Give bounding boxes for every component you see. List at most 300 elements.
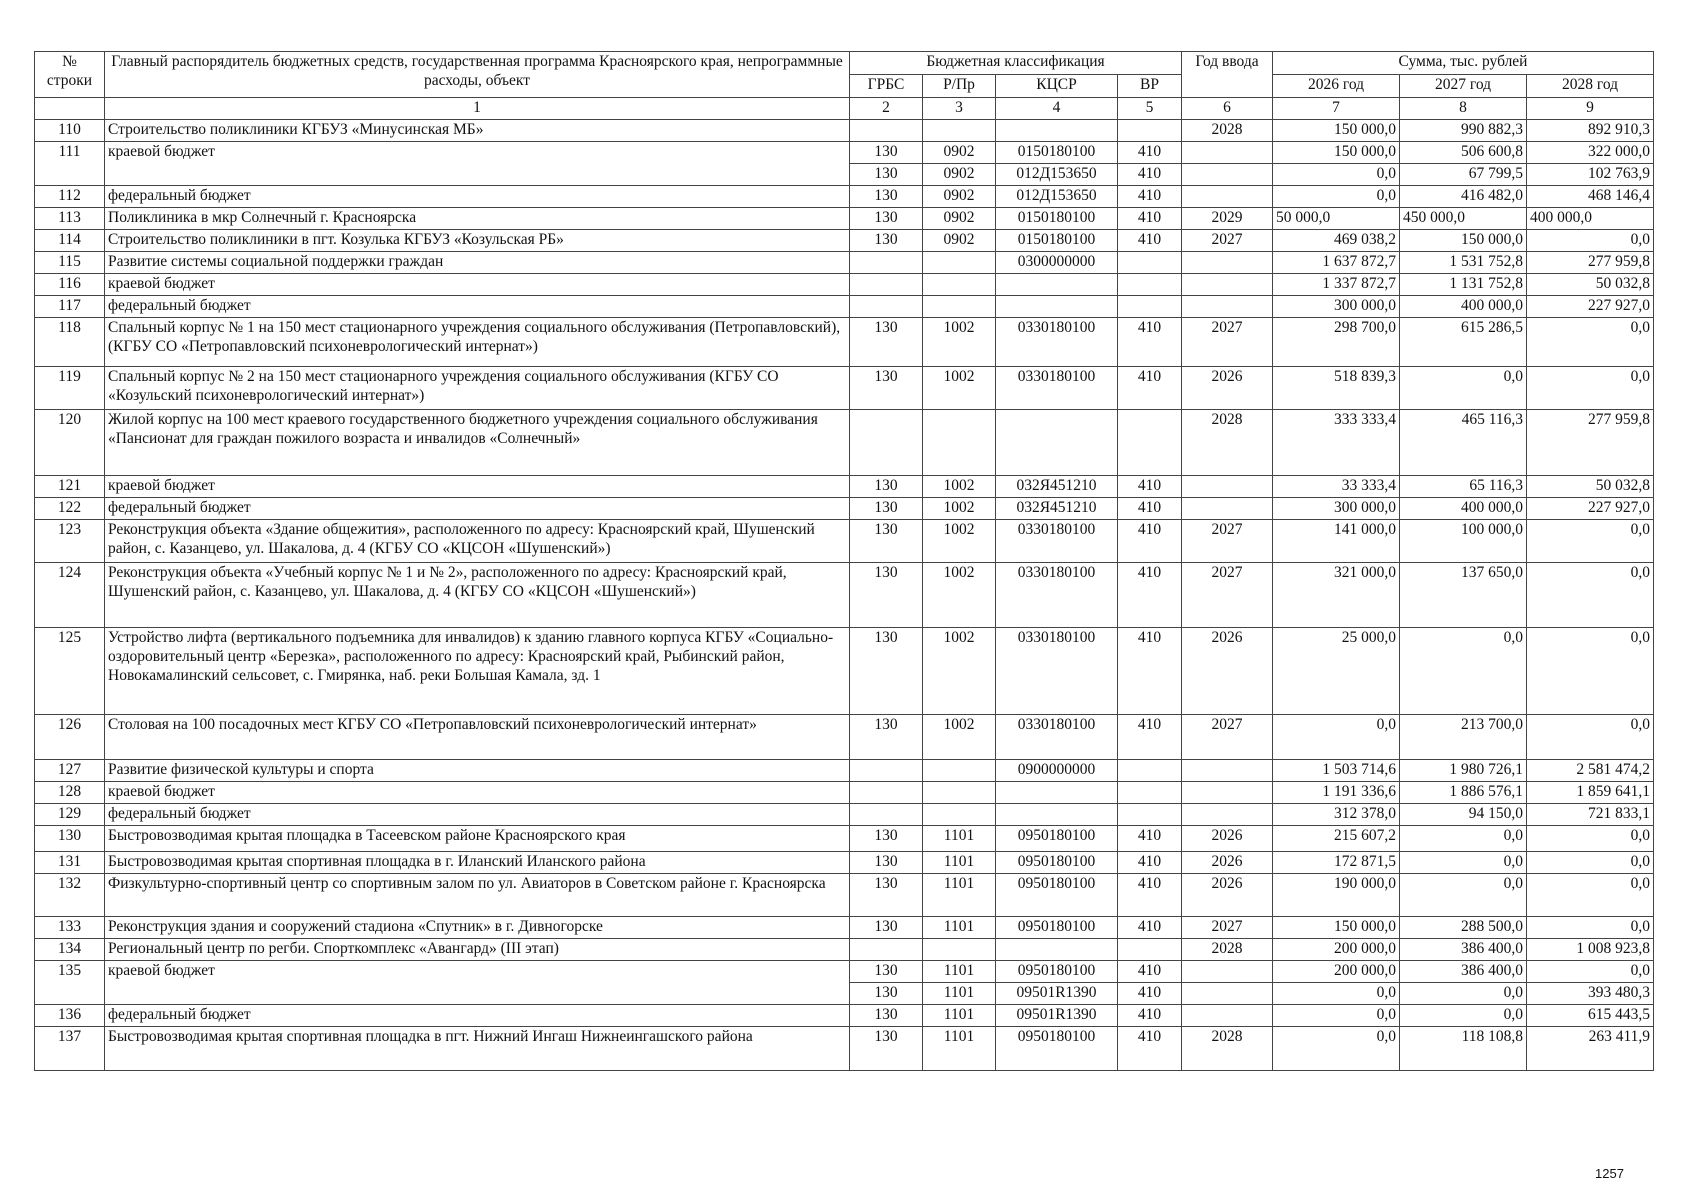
year-cell xyxy=(1182,274,1273,296)
year-cell xyxy=(1182,296,1273,318)
kcsr-cell: 032Я451210 xyxy=(996,498,1118,520)
sum-2026-cell: 150 000,0 xyxy=(1273,142,1400,164)
sum-2026-cell: 1 637 872,7 xyxy=(1273,252,1400,274)
year-cell: 2028 xyxy=(1182,939,1273,961)
table-row xyxy=(35,367,1654,410)
grbs-cell: 130 xyxy=(850,164,923,186)
sum-2027-cell: 1 531 752,8 xyxy=(1400,252,1527,274)
row-number-header: № строки xyxy=(35,52,105,98)
sum-2026-cell: 1 337 872,7 xyxy=(1273,274,1400,296)
vr-cell xyxy=(1118,760,1182,782)
row-number-cell: 120 xyxy=(35,410,105,476)
grbs-cell xyxy=(850,782,923,804)
year-cell: 2027 xyxy=(1182,230,1273,252)
rpr-cell: 1002 xyxy=(923,498,996,520)
name-cell: Реконструкция объекта «Учебный корпус № 1 и № 2», расположенного по адресу: Красноярский край, Шушенский район, с. Казанцево, ул. Шакалова, д. 4 (КГБУ СО «КЦСОН «Шушенский») xyxy=(105,563,850,628)
sum-2028-cell: 393 480,3 xyxy=(1527,983,1654,1005)
vr-cell: 410 xyxy=(1118,715,1182,760)
year-cell: 2028 xyxy=(1182,1027,1273,1071)
sum-2027-cell: 450 000,0 xyxy=(1400,208,1527,230)
year-cell: 2027 xyxy=(1182,563,1273,628)
sum-2026-cell: 200 000,0 xyxy=(1273,939,1400,961)
sum-2028-cell: 0,0 xyxy=(1527,826,1654,852)
grbs-cell xyxy=(850,120,923,142)
vr-cell: 410 xyxy=(1118,520,1182,563)
rpr-header: Р/Пр xyxy=(923,75,996,98)
name-cell: федеральный бюджет xyxy=(105,186,850,208)
column-number: 9 xyxy=(1527,98,1654,120)
vr-cell: 410 xyxy=(1118,826,1182,852)
row-number-cell: 119 xyxy=(35,367,105,410)
sum-2027-cell: 465 116,3 xyxy=(1400,410,1527,476)
table-row xyxy=(35,826,1654,852)
grbs-header: ГРБС xyxy=(850,75,923,98)
kcsr-cell: 09501R1390 xyxy=(996,983,1118,1005)
year-cell xyxy=(1182,498,1273,520)
sum-2028-cell: 400 000,0 xyxy=(1527,208,1654,230)
table-row xyxy=(35,498,1654,520)
name-cell: Региональный центр по регби. Спорткомплекс «Авангард» (III этап) xyxy=(105,939,850,961)
year-cell xyxy=(1182,983,1273,1005)
sum-2027-cell: 416 482,0 xyxy=(1400,186,1527,208)
sum-2027-cell: 67 799,5 xyxy=(1400,164,1527,186)
kcsr-cell xyxy=(996,274,1118,296)
rpr-cell xyxy=(923,120,996,142)
vr-cell: 410 xyxy=(1118,1005,1182,1027)
year-cell: 2026 xyxy=(1182,826,1273,852)
vr-cell xyxy=(1118,120,1182,142)
rpr-cell: 1101 xyxy=(923,874,996,917)
sum-2027-cell: 0,0 xyxy=(1400,628,1527,715)
name-cell: Устройство лифта (вертикального подъемника для инвалидов) к зданию главного корпуса КГБУ «Социально-оздоровительный центр «Березка», расположенного по адресу: Красноярский край, Рыбинский район, Новокамалинский сельсовет, с. Гмирянка, наб. реки Большая Камала, зд. 1 xyxy=(105,628,850,715)
sum-2026-cell: 33 333,4 xyxy=(1273,476,1400,498)
row-number-cell: 122 xyxy=(35,498,105,520)
grbs-cell: 130 xyxy=(850,852,923,874)
grbs-cell: 130 xyxy=(850,367,923,410)
name-cell: Развитие физической культуры и спорта xyxy=(105,760,850,782)
rpr-cell: 0902 xyxy=(923,164,996,186)
row-number-cell: 134 xyxy=(35,939,105,961)
kcsr-header: КЦСР xyxy=(996,75,1118,98)
rpr-cell xyxy=(923,296,996,318)
grbs-cell: 130 xyxy=(850,498,923,520)
sum-2028-cell: 1 008 923,8 xyxy=(1527,939,1654,961)
table-row xyxy=(35,1027,1654,1071)
kcsr-cell: 0150180100 xyxy=(996,230,1118,252)
row-number-cell: 116 xyxy=(35,274,105,296)
sum-2028-cell: 0,0 xyxy=(1527,563,1654,628)
year-cell xyxy=(1182,164,1273,186)
sum-2027-cell: 0,0 xyxy=(1400,983,1527,1005)
kcsr-cell: 0330180100 xyxy=(996,367,1118,410)
sum-2028-cell: 2 581 474,2 xyxy=(1527,760,1654,782)
column-number xyxy=(35,98,105,120)
name-cell: Поликлиника в мкр Солнечный г. Красноярска xyxy=(105,208,850,230)
table-row xyxy=(35,874,1654,917)
rpr-cell: 1002 xyxy=(923,367,996,410)
sum-2027-cell: 213 700,0 xyxy=(1400,715,1527,760)
sum-2026-cell: 150 000,0 xyxy=(1273,120,1400,142)
table-header xyxy=(35,52,1654,120)
name-cell: федеральный бюджет xyxy=(105,498,850,520)
year-2027-header: 2027 год xyxy=(1400,75,1527,98)
name-cell: Жилой корпус на 100 мест краевого государственного бюджетного учреждения социального обслуживания «Пансионат для граждан пожилого возраста и инвалидов «Солнечный» xyxy=(105,410,850,476)
name-cell: Спальный корпус № 1 на 150 мест стационарного учреждения социального обслуживания (Петропавловский), (КГБУ СО «Петропавловский психоневрологический интернат») xyxy=(105,318,850,367)
sum-2027-cell: 400 000,0 xyxy=(1400,296,1527,318)
table-row xyxy=(35,520,1654,563)
year-cell xyxy=(1182,476,1273,498)
sum-2028-cell: 468 146,4 xyxy=(1527,186,1654,208)
year-cell xyxy=(1182,186,1273,208)
year-2028-header: 2028 год xyxy=(1527,75,1654,98)
year-cell xyxy=(1182,961,1273,983)
rpr-cell xyxy=(923,252,996,274)
grbs-cell xyxy=(850,804,923,826)
name-cell: Быстровозводимая крытая спортивная площадка в пгт. Нижний Ингаш Нижнеингашского района xyxy=(105,1027,850,1071)
sum-2026-cell: 25 000,0 xyxy=(1273,628,1400,715)
name-cell: Физкультурно-спортивный центр со спортивным залом по ул. Авиаторов в Советском районе г. Красноярска xyxy=(105,874,850,917)
year-cell xyxy=(1182,1005,1273,1027)
sum-2027-cell: 1 980 726,1 xyxy=(1400,760,1527,782)
year-cell: 2026 xyxy=(1182,367,1273,410)
kcsr-cell: 0330180100 xyxy=(996,628,1118,715)
table-row xyxy=(35,208,1654,230)
sum-2027-cell: 506 600,8 xyxy=(1400,142,1527,164)
column-number: 8 xyxy=(1400,98,1527,120)
rpr-cell xyxy=(923,410,996,476)
sum-2027-cell: 0,0 xyxy=(1400,852,1527,874)
name-cell: Спальный корпус № 2 на 150 мест стационарного учреждения социального обслуживания (КГБУ СО «Козульский психоневрологический интернат») xyxy=(105,367,850,410)
vr-cell: 410 xyxy=(1118,208,1182,230)
sum-2027-cell: 386 400,0 xyxy=(1400,961,1527,983)
rpr-cell: 1101 xyxy=(923,1027,996,1071)
row-number-cell: 129 xyxy=(35,804,105,826)
name-cell: Быстровозводимая крытая площадка в Тасеевском районе Красноярского края xyxy=(105,826,850,852)
sum-2027-cell: 400 000,0 xyxy=(1400,498,1527,520)
name-cell: федеральный бюджет xyxy=(105,1005,850,1027)
budget-table xyxy=(34,51,1654,1071)
year-cell xyxy=(1182,782,1273,804)
year-2026-header: 2026 год xyxy=(1273,75,1400,98)
rpr-cell: 0902 xyxy=(923,230,996,252)
sum-2026-cell: 321 000,0 xyxy=(1273,563,1400,628)
table-row xyxy=(35,296,1654,318)
sum-2026-cell: 300 000,0 xyxy=(1273,498,1400,520)
year-cell xyxy=(1182,760,1273,782)
rpr-cell: 0902 xyxy=(923,142,996,164)
rpr-cell: 1101 xyxy=(923,1005,996,1027)
column-number: 2 xyxy=(850,98,923,120)
sum-2028-cell: 0,0 xyxy=(1527,230,1654,252)
name-cell: краевой бюджет xyxy=(105,476,850,498)
grbs-cell xyxy=(850,296,923,318)
table-row xyxy=(35,852,1654,874)
year-header: Год ввода xyxy=(1182,52,1273,98)
sum-2028-cell: 263 411,9 xyxy=(1527,1027,1654,1071)
sum-2027-cell: 0,0 xyxy=(1400,367,1527,410)
grbs-cell: 130 xyxy=(850,961,923,983)
vr-cell xyxy=(1118,274,1182,296)
sum-2026-cell: 312 378,0 xyxy=(1273,804,1400,826)
row-number-cell: 135 xyxy=(35,961,105,1005)
kcsr-cell: 0330180100 xyxy=(996,318,1118,367)
column-number: 6 xyxy=(1182,98,1273,120)
sum-2026-cell: 0,0 xyxy=(1273,1027,1400,1071)
kcsr-cell: 012Д153650 xyxy=(996,186,1118,208)
row-number-cell: 114 xyxy=(35,230,105,252)
year-cell: 2027 xyxy=(1182,318,1273,367)
classification-header: Бюджетная классификация xyxy=(850,52,1182,75)
grbs-cell xyxy=(850,760,923,782)
grbs-cell: 130 xyxy=(850,983,923,1005)
name-cell: Быстровозводимая крытая спортивная площадка в г. Иланский Иланского района xyxy=(105,852,850,874)
table-row xyxy=(35,230,1654,252)
kcsr-cell xyxy=(996,782,1118,804)
grbs-cell: 130 xyxy=(850,715,923,760)
rpr-cell: 1101 xyxy=(923,852,996,874)
row-number-cell: 128 xyxy=(35,782,105,804)
sum-2026-cell: 0,0 xyxy=(1273,1005,1400,1027)
vr-cell: 410 xyxy=(1118,874,1182,917)
sum-2028-cell: 721 833,1 xyxy=(1527,804,1654,826)
rpr-cell xyxy=(923,760,996,782)
vr-cell: 410 xyxy=(1118,917,1182,939)
grbs-cell: 130 xyxy=(850,874,923,917)
kcsr-cell: 0950180100 xyxy=(996,917,1118,939)
sum-2028-cell: 892 910,3 xyxy=(1527,120,1654,142)
grbs-cell xyxy=(850,939,923,961)
sum-2028-cell: 277 959,8 xyxy=(1527,410,1654,476)
row-number-cell: 130 xyxy=(35,826,105,852)
rpr-cell xyxy=(923,804,996,826)
sum-2028-cell: 0,0 xyxy=(1527,628,1654,715)
row-number-cell: 137 xyxy=(35,1027,105,1071)
kcsr-cell: 0950180100 xyxy=(996,1027,1118,1071)
grbs-cell: 130 xyxy=(850,917,923,939)
kcsr-cell: 0150180100 xyxy=(996,208,1118,230)
sum-2027-cell: 1 886 576,1 xyxy=(1400,782,1527,804)
kcsr-cell xyxy=(996,804,1118,826)
sum-2026-cell: 298 700,0 xyxy=(1273,318,1400,367)
table-row xyxy=(35,760,1654,782)
kcsr-cell: 0330180100 xyxy=(996,563,1118,628)
sum-2027-cell: 118 108,8 xyxy=(1400,1027,1527,1071)
grbs-cell: 130 xyxy=(850,476,923,498)
sum-2026-cell: 200 000,0 xyxy=(1273,961,1400,983)
year-cell: 2028 xyxy=(1182,410,1273,476)
rpr-cell xyxy=(923,939,996,961)
sum-2027-cell: 1 131 752,8 xyxy=(1400,274,1527,296)
grbs-cell: 130 xyxy=(850,628,923,715)
kcsr-cell: 012Д153650 xyxy=(996,164,1118,186)
year-cell xyxy=(1182,252,1273,274)
table-row xyxy=(35,318,1654,367)
sum-2028-cell: 50 032,8 xyxy=(1527,476,1654,498)
sum-2026-cell: 0,0 xyxy=(1273,186,1400,208)
sum-2028-cell: 227 927,0 xyxy=(1527,296,1654,318)
sum-2028-cell: 0,0 xyxy=(1527,715,1654,760)
row-number-cell: 112 xyxy=(35,186,105,208)
rpr-cell xyxy=(923,782,996,804)
name-cell: краевой бюджет xyxy=(105,961,850,1005)
name-cell: Столовая на 100 посадочных мест КГБУ СО «Петропавловский психоневрологический интернат» xyxy=(105,715,850,760)
table-row xyxy=(35,120,1654,142)
sum-2026-cell: 300 000,0 xyxy=(1273,296,1400,318)
vr-cell: 410 xyxy=(1118,142,1182,164)
year-cell: 2027 xyxy=(1182,917,1273,939)
sum-2028-cell: 102 763,9 xyxy=(1527,164,1654,186)
sum-2026-cell: 1 503 714,6 xyxy=(1273,760,1400,782)
name-cell: Реконструкция объекта «Здание общежития», расположенного по адресу: Красноярский край, Шушенский район, с. Казанцево, ул. Шакалова, д. 4 (КГБУ СО «КЦСОН «Шушенский») xyxy=(105,520,850,563)
grbs-cell: 130 xyxy=(850,563,923,628)
sum-2028-cell: 1 859 641,1 xyxy=(1527,782,1654,804)
name-cell: краевой бюджет xyxy=(105,274,850,296)
year-cell: 2026 xyxy=(1182,874,1273,917)
rpr-cell: 1101 xyxy=(923,983,996,1005)
kcsr-cell: 09501R1390 xyxy=(996,1005,1118,1027)
row-number-cell: 121 xyxy=(35,476,105,498)
sum-2026-cell: 150 000,0 xyxy=(1273,917,1400,939)
kcsr-cell: 0950180100 xyxy=(996,826,1118,852)
vr-cell: 410 xyxy=(1118,186,1182,208)
sum-2027-cell: 100 000,0 xyxy=(1400,520,1527,563)
row-number-cell: 123 xyxy=(35,520,105,563)
sum-2026-cell: 0,0 xyxy=(1273,715,1400,760)
kcsr-cell: 0950180100 xyxy=(996,961,1118,983)
rpr-cell: 1002 xyxy=(923,628,996,715)
table-row xyxy=(35,961,1654,983)
sum-2026-cell: 215 607,2 xyxy=(1273,826,1400,852)
row-number-cell: 133 xyxy=(35,917,105,939)
name-cell: Реконструкция здания и сооружений стадиона «Спутник» в г. Дивногорске xyxy=(105,917,850,939)
sum-2026-cell: 518 839,3 xyxy=(1273,367,1400,410)
column-number: 1 xyxy=(105,98,850,120)
table-row xyxy=(35,563,1654,628)
grbs-cell xyxy=(850,410,923,476)
vr-cell: 410 xyxy=(1118,230,1182,252)
year-cell: 2027 xyxy=(1182,715,1273,760)
sum-2028-cell: 0,0 xyxy=(1527,874,1654,917)
vr-cell: 410 xyxy=(1118,367,1182,410)
year-cell: 2027 xyxy=(1182,520,1273,563)
vr-cell xyxy=(1118,410,1182,476)
sum-2026-cell: 469 038,2 xyxy=(1273,230,1400,252)
table-row xyxy=(35,252,1654,274)
sum-2026-cell: 0,0 xyxy=(1273,164,1400,186)
row-number-cell: 113 xyxy=(35,208,105,230)
grbs-cell: 130 xyxy=(850,186,923,208)
sum-header: Сумма, тыс. рублей xyxy=(1273,52,1654,75)
sum-2026-cell: 50 000,0 xyxy=(1273,208,1400,230)
table-body xyxy=(35,120,1654,1071)
kcsr-cell: 0330180100 xyxy=(996,715,1118,760)
kcsr-cell: 032Я451210 xyxy=(996,476,1118,498)
sum-2027-cell: 0,0 xyxy=(1400,826,1527,852)
name-cell: федеральный бюджет xyxy=(105,804,850,826)
grbs-cell: 130 xyxy=(850,208,923,230)
column-number: 7 xyxy=(1273,98,1400,120)
sum-2026-cell: 190 000,0 xyxy=(1273,874,1400,917)
year-cell: 2026 xyxy=(1182,628,1273,715)
row-number-cell: 118 xyxy=(35,318,105,367)
rpr-cell: 1101 xyxy=(923,961,996,983)
row-number-cell: 127 xyxy=(35,760,105,782)
table-row xyxy=(35,628,1654,715)
name-cell: краевой бюджет xyxy=(105,142,850,186)
rpr-cell: 1101 xyxy=(923,917,996,939)
table-row xyxy=(35,1005,1654,1027)
name-cell: Строительство поликлиники в пгт. Козулька КГБУЗ «Козульская РБ» xyxy=(105,230,850,252)
sum-2027-cell: 0,0 xyxy=(1400,874,1527,917)
grbs-cell: 130 xyxy=(850,520,923,563)
sum-2027-cell: 615 286,5 xyxy=(1400,318,1527,367)
kcsr-cell xyxy=(996,410,1118,476)
year-cell xyxy=(1182,142,1273,164)
name-cell: Развитие системы социальной поддержки граждан xyxy=(105,252,850,274)
table-row xyxy=(35,939,1654,961)
rpr-cell: 0902 xyxy=(923,208,996,230)
year-cell: 2026 xyxy=(1182,852,1273,874)
grbs-cell: 130 xyxy=(850,230,923,252)
page-number: 1257 xyxy=(1595,1166,1624,1181)
vr-header: ВР xyxy=(1118,75,1182,98)
table-row xyxy=(35,804,1654,826)
sum-2028-cell: 0,0 xyxy=(1527,318,1654,367)
rpr-cell: 1101 xyxy=(923,826,996,852)
sum-2026-cell: 141 000,0 xyxy=(1273,520,1400,563)
sum-2028-cell: 0,0 xyxy=(1527,367,1654,410)
vr-cell: 410 xyxy=(1118,852,1182,874)
table-row xyxy=(35,142,1654,164)
sum-2028-cell: 0,0 xyxy=(1527,852,1654,874)
kcsr-cell: 0950180100 xyxy=(996,852,1118,874)
sum-2027-cell: 386 400,0 xyxy=(1400,939,1527,961)
kcsr-cell: 0900000000 xyxy=(996,760,1118,782)
column-number: 4 xyxy=(996,98,1118,120)
grbs-cell: 130 xyxy=(850,142,923,164)
sum-2028-cell: 615 443,5 xyxy=(1527,1005,1654,1027)
table-row xyxy=(35,476,1654,498)
sum-2027-cell: 137 650,0 xyxy=(1400,563,1527,628)
kcsr-cell: 0950180100 xyxy=(996,874,1118,917)
rpr-cell: 0902 xyxy=(923,186,996,208)
sum-2026-cell: 1 191 336,6 xyxy=(1273,782,1400,804)
sum-2027-cell: 65 116,3 xyxy=(1400,476,1527,498)
vr-cell xyxy=(1118,782,1182,804)
kcsr-cell: 0150180100 xyxy=(996,142,1118,164)
table-row xyxy=(35,410,1654,476)
grbs-cell: 130 xyxy=(850,318,923,367)
sum-2027-cell: 150 000,0 xyxy=(1400,230,1527,252)
column-number: 3 xyxy=(923,98,996,120)
grbs-cell xyxy=(850,274,923,296)
sum-2026-cell: 172 871,5 xyxy=(1273,852,1400,874)
sum-2028-cell: 50 032,8 xyxy=(1527,274,1654,296)
sum-2028-cell: 0,0 xyxy=(1527,961,1654,983)
year-cell: 2028 xyxy=(1182,120,1273,142)
sum-2027-cell: 94 150,0 xyxy=(1400,804,1527,826)
row-number-cell: 136 xyxy=(35,1005,105,1027)
row-number-cell: 125 xyxy=(35,628,105,715)
sum-2028-cell: 277 959,8 xyxy=(1527,252,1654,274)
row-number-cell: 132 xyxy=(35,874,105,917)
sum-2027-cell: 0,0 xyxy=(1400,1005,1527,1027)
table-row xyxy=(35,186,1654,208)
sum-2028-cell: 0,0 xyxy=(1527,520,1654,563)
vr-cell: 410 xyxy=(1118,164,1182,186)
vr-cell xyxy=(1118,252,1182,274)
rpr-cell: 1002 xyxy=(923,476,996,498)
